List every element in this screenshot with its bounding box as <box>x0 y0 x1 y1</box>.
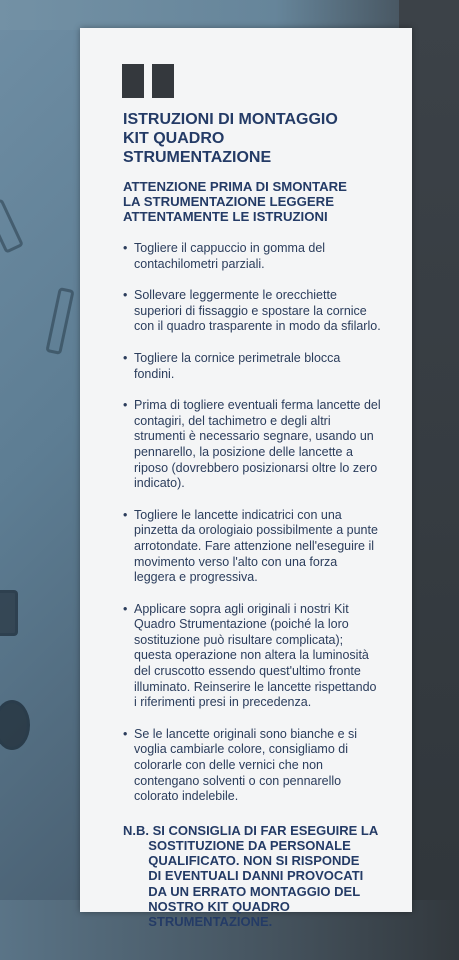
logo-icon <box>122 64 174 98</box>
logo-bar-left <box>122 64 144 98</box>
page-title: ISTRUZIONI DI MONTAGGIO KIT QUADRO STRUMENTAZIONE <box>123 111 338 166</box>
background-top <box>0 0 459 30</box>
background-shape <box>0 700 30 750</box>
background-shape <box>0 590 18 636</box>
list-item: • Togliere la cornice perimetrale blocca fondini. <box>123 351 409 382</box>
sheet-content <box>123 110 409 929</box>
warning-heading: ATTENZIONE PRIMA DI SMONTARE LA STRUMENTAZIONE LEGGERE ATTENTAMENTE LE ISTRUZIONI <box>123 179 347 224</box>
note-block: N.B. SI CONSIGLIA DI FAR ESEGUIRE LA SOSTITUZIONE DA PERSONALE QUALIFICATO. NON SI RISPONDE DI EVENTUALI DANNI PROVOCATI DA UN ERRATO MONTAGGIO DEL NOSTRO KIT QUADRO STRUMENTAZIONE. <box>123 822 379 930</box>
list-item: • Togliere le lancette indicatrici con una pinzetta da orologiaio possibilmente a punte arrotondate. Fare attenzione nell'eseguire il movimento verso l'alto con una forza leggera e progressiva. <box>123 508 409 586</box>
list-item: • Prima di togliere eventuali ferma lancette del contagiri, del tachimetro e degli altri strumenti è necessario segnare, usando un pennarello, la posizione delle lancette a riposo (dovrebbero posizionarsi oltre lo zero indicato). <box>123 398 409 492</box>
background-shape <box>0 198 24 254</box>
list-item: • Togliere il cappuccio in gomma del contachilometri parziali. <box>123 241 409 272</box>
logo-bar-right <box>152 64 174 98</box>
list-item: • Se le lancette originali sono bianche e si voglia cambiarle colore, consigliamo di colorarle con delle vernici che non contengano solventi o con pennarello colorato indelebile. <box>123 727 409 805</box>
instruction-sheet <box>80 28 412 930</box>
list-item: • Applicare sopra agli originali i nostri Kit Quadro Strumentazione (poiché la loro sostituzione può risultare complicata); questa operazione non altera la luminosità del cruscotto essendo quest'ultimo fronte illuminato. Reinserire le lancette rispettando i riferimenti presi in precedenza. <box>123 602 409 711</box>
background-shape <box>45 287 74 355</box>
list-item: • Sollevare leggermente le orecchiette superiori di fissaggio e spostare la cornice con il quadro trasparente in modo da sfilarlo. <box>123 288 409 335</box>
instruction-list <box>123 241 409 805</box>
